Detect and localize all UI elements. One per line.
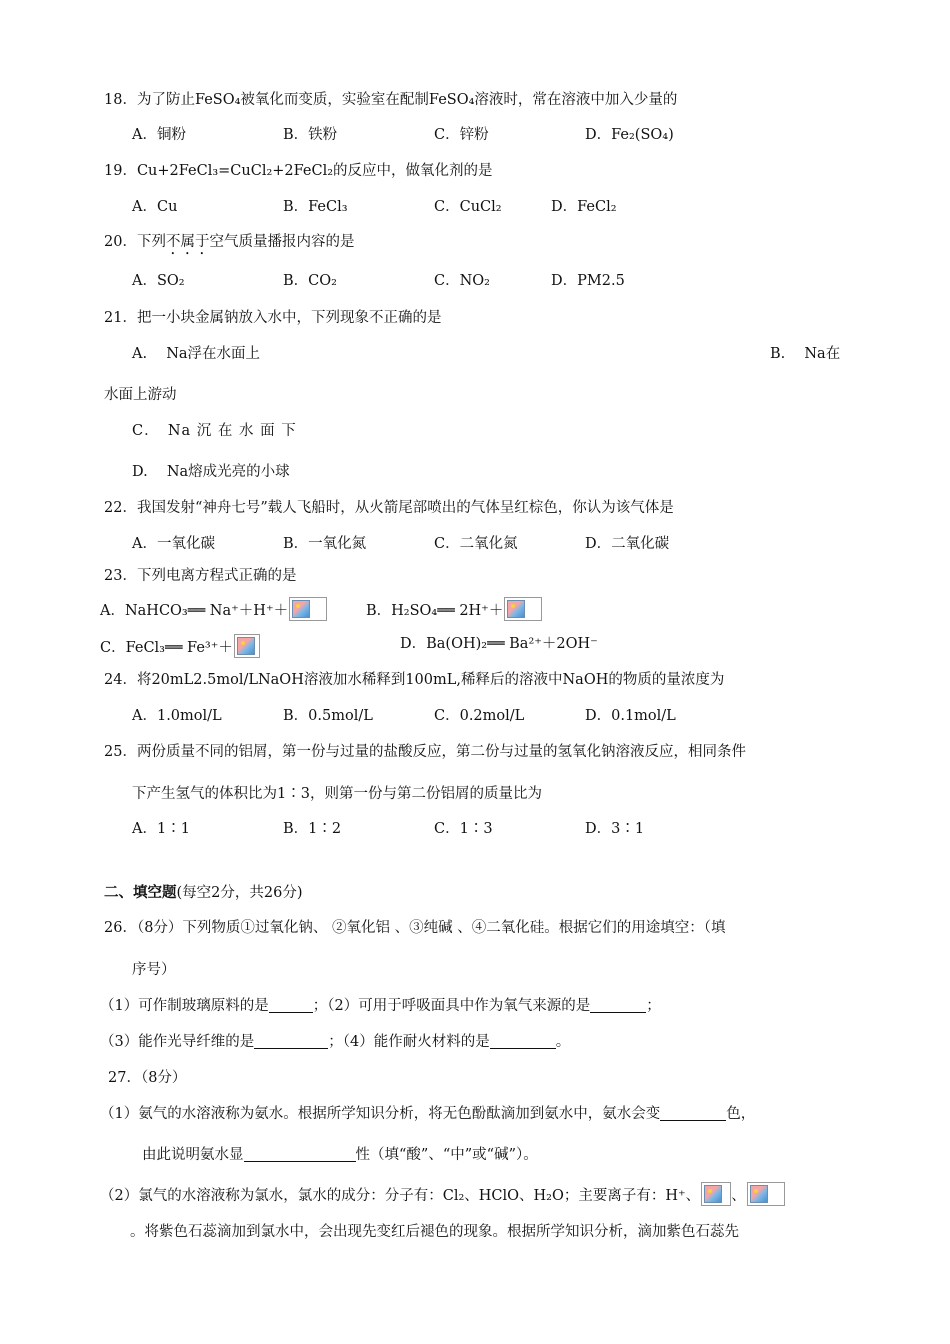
q19-option-b: B．FeCl₃ [283, 199, 348, 215]
broken-image-icon [504, 597, 542, 621]
q25-option-a: A．1∶1 [132, 821, 190, 837]
q27-line-4: 。将紫色石蕊滴加到氯水中，会出现先变红后褪色的现象。根据所学知识分析，滴加紫色石蕊先 [130, 1224, 739, 1240]
q20-stem [104, 232, 354, 258]
broken-image-icon [234, 634, 260, 658]
q22-option-b: B．一氧化氮 [283, 536, 367, 552]
q25-option-d: D．3∶1 [585, 821, 645, 837]
broken-image-icon [701, 1182, 731, 1206]
q21-option-d: D. Na熔成光亮的小球 [132, 464, 290, 480]
q24-option-b: B．0.5mol/L [283, 708, 373, 724]
q23-option-c-text: C．FeCl₃══ Fe³⁺＋ [100, 640, 233, 656]
q20-stem-pre: 20．下列 [104, 234, 166, 250]
q18-option-b: B．铁粉 [283, 127, 338, 143]
q26-part-2: ；（2）可用于呼吸面具中作为氧气来源的是 [312, 998, 591, 1014]
q26-line-2 [100, 1032, 570, 1052]
q23-option-b-text: B．H₂SO₄══ 2H⁺＋ [366, 603, 504, 619]
q26-part-2-end: ； [646, 998, 661, 1014]
q26-part-4-end: 。 [555, 1034, 571, 1050]
q27-line-2 [142, 1145, 538, 1165]
q23-option-b [366, 597, 542, 621]
q20-stem-emphasis: 不属于 [165, 234, 210, 250]
answer-blank[interactable] [660, 1104, 726, 1121]
q23-option-a [100, 597, 327, 621]
q27-part-1b: 色， [726, 1106, 756, 1122]
q27-part-2-separator: 、 [731, 1188, 746, 1204]
q27-line-3 [100, 1182, 785, 1206]
section-note: (每空2分，共26分) [176, 885, 303, 901]
q23-option-a-text: A．NaHCO₃══ Na⁺＋H⁺＋ [100, 603, 289, 619]
answer-blank[interactable] [254, 1032, 328, 1049]
q21-option-a: A. Na浮在水面上 [132, 346, 261, 362]
q26-stem-continued: 序号） [132, 962, 176, 978]
q25-stem: 25．两份质量不同的铝屑，第一份与过量的盐酸反应，第二份与过量的氢氧化钠溶液反应，相同条件 [104, 744, 746, 760]
broken-image-icon [289, 597, 327, 621]
q18-stem: 18．为了防止FeSO₄被氧化而变质，实验室在配制FeSO₄溶液时，常在溶液中加入少量的 [104, 92, 678, 108]
q21-option-b-continued: 水面上游动 [104, 387, 177, 403]
q27-line-1 [100, 1104, 755, 1124]
q27-stem: 27．（8分） [108, 1070, 187, 1086]
q20-option-d: D．PM2.5 [551, 273, 625, 289]
section-heading [104, 883, 303, 903]
answer-blank[interactable] [244, 1145, 356, 1162]
q22-option-a: A．一氧化碳 [132, 536, 215, 552]
section-title: 二、填空题 [104, 884, 177, 901]
q23-option-d: D．Ba(OH)₂══ Ba²⁺＋2OH⁻ [400, 636, 598, 652]
q26-part-1: （1）可作制玻璃原料的是 [100, 998, 269, 1014]
q24-option-a: A．1.0mol/L [132, 708, 222, 724]
q19-stem: 19．Cu+2FeCl₃=CuCl₂+2FeCl₂的反应中，做氧化剂的是 [104, 163, 493, 179]
answer-blank[interactable] [490, 1032, 556, 1049]
q18-option-d: D．Fe₂(SO₄) [585, 127, 674, 143]
q24-option-d: D．0.1mol/L [585, 708, 676, 724]
q21-stem: 21．把一小块金属钠放入水中，下列现象不正确的是 [104, 310, 442, 326]
q20-option-b: B．CO₂ [283, 273, 337, 289]
q27-part-1d: 性（填“酸”、“中”或“碱”）。 [355, 1147, 538, 1163]
q27-part-2a: （2）氯气的水溶液称为氯水，氯水的成分：分子有：Cl₂、HClO、H₂O；主要离子有：H⁺、 [100, 1188, 701, 1204]
q22-stem: 22．我国发射“神舟七号”载人飞船时，从火箭尾部喷出的气体呈红棕色，你认为该气体是 [104, 500, 674, 516]
q25-option-b: B．1∶2 [283, 821, 342, 837]
q24-stem: 24．将20mL2.5mol/LNaOH溶液加水稀释到100mL,稀释后的溶液中NaOH的物质的量浓度为 [104, 672, 725, 688]
q20-option-c: C．NO₂ [434, 273, 490, 289]
answer-blank[interactable] [590, 996, 646, 1013]
q23-option-c [100, 634, 260, 658]
q26-stem: 26．（8分）下列物质①过氧化钠、 ②氧化铝 、③纯碱 、④二氧化硅。根据它们的用途填空：（填 [104, 920, 726, 936]
q26-part-3: （3）能作光导纤维的是 [100, 1034, 255, 1050]
q25-option-c: C．1∶3 [434, 821, 493, 837]
q27-part-1a: （1）氨气的水溶液称为氨水。根据所学知识分析，将无色酚酞滴加到氨水中，氨水会变 [100, 1106, 661, 1122]
q20-stem-post: 空气质量播报内容的是 [209, 234, 355, 250]
q19-option-d: D．FeCl₂ [551, 199, 617, 215]
q20-option-a: A．SO₂ [132, 273, 185, 289]
broken-image-icon [747, 1182, 785, 1206]
q23-stem: 23．下列电离方程式正确的是 [104, 568, 297, 584]
q26-part-4: ；（4）能作耐火材料的是 [328, 1034, 490, 1050]
q24-option-c: C．0.2mol/L [434, 708, 525, 724]
q21-option-c: C． Na 沉 在 水 面 下 [132, 423, 297, 439]
q22-option-d: D．二氧化碳 [585, 536, 670, 552]
q27-part-1c: 由此说明氨水显 [142, 1147, 244, 1163]
q18-option-c: C．锌粉 [434, 127, 489, 143]
q19-option-a: A．Cu [132, 199, 178, 215]
q18-option-a: A．铜粉 [132, 127, 186, 143]
q21-option-b: B. Na在 [770, 346, 841, 362]
q26-line-1 [100, 996, 661, 1016]
q22-option-c: C．二氧化氮 [434, 536, 518, 552]
q19-option-c: C．CuCl₂ [434, 199, 502, 215]
answer-blank[interactable] [269, 996, 313, 1013]
q25-stem-continued: 下产生氢气的体积比为1∶3，则第一份与第二份铝屑的质量比为 [132, 786, 542, 802]
